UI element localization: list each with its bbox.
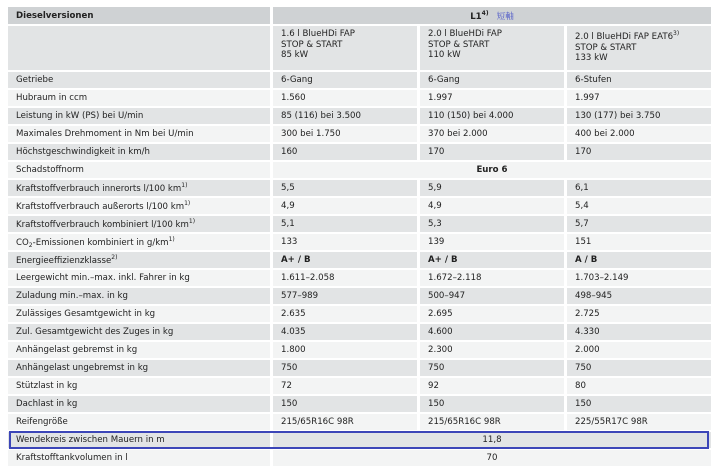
row-label [8,144,270,160]
row-value: 5,1 [270,216,417,232]
row-label [8,180,270,196]
row-value: 370 bei 2.000 [417,126,564,142]
row-label [8,126,270,142]
row-value: 1.560 [270,90,417,106]
table-row [8,144,711,160]
row-label-text: Kraftstofftankvolumen in l [16,453,128,463]
row-value: 215/65R16C 98R [417,414,564,430]
row-value: 225/55R17C 98R [564,414,711,430]
row-label-text: Höchstgeschwindigkeit in km/h [16,147,150,157]
table-row [8,306,711,322]
table-row [8,270,711,286]
group-header-l1 [270,7,711,24]
row-value: 110 (150) bei 4.000 [417,108,564,124]
table-row [8,396,711,412]
table-row [8,198,711,214]
row-value-merged: 11,8 [270,432,711,448]
row-label-text: Wendekreis zwischen Mauern in m [16,435,165,445]
row-label-text: Maximales Drehmoment in Nm bei U/min [16,129,194,139]
row-value: 5,9 [417,180,564,196]
row-label-text: Getriebe [16,75,54,85]
table-row [8,252,711,268]
row-value: 5,4 [564,198,711,214]
row-value-merged: 70 [270,450,711,466]
table-row [8,432,711,448]
row-label [8,108,270,124]
row-value: 150 [564,396,711,412]
engine-power: 85 kW [281,50,309,60]
row-value: 170 [417,144,564,160]
row-value: 1.703–2.149 [564,270,711,286]
row-value: 6-Stufen [564,72,711,88]
row-value: 85 (116) bei 3.500 [270,108,417,124]
row-value: 4.035 [270,324,417,340]
table-row [8,288,711,304]
row-footnote: 1) [168,235,175,243]
table-row [8,234,711,250]
row-label [8,90,270,106]
row-footnote: 2) [111,254,118,261]
row-label-text: Stützlast in kg [16,381,78,391]
engine-header-blank [8,26,270,70]
row-label [8,360,270,376]
spec-sheet [8,5,711,468]
row-label [8,288,270,304]
row-value: 80 [564,378,711,394]
row-value: 160 [270,144,417,160]
row-label-text: Leergewicht min.–max. inkl. Fahrer in kg [16,273,190,283]
row-value: A+ / B [417,252,564,268]
row-value: 577–989 [270,288,417,304]
row-label-part: CO [16,237,29,248]
row-label-text: Hubraum in ccm [16,93,88,103]
row-label [8,216,270,232]
row-value: 130 (177) bei 3.750 [564,108,711,124]
engine-column-2 [417,26,564,70]
row-label-text: Energieeffizienzklasse [16,256,112,266]
table-row [8,414,711,430]
row-label [8,252,270,268]
row-label-text: Zuladung min.–max. in kg [16,291,128,301]
engine-power: 133 kW [575,53,608,63]
row-footnote: 1) [184,200,191,207]
row-value: 300 bei 1.750 [270,126,417,142]
row-label-text: Kraftstoffverbrauch außerorts l/100 km [16,202,185,212]
row-value: 150 [417,396,564,412]
engine-column-1 [270,26,417,70]
engine-name: 1.6 l BlueHDi FAP [281,29,355,39]
row-label [8,378,270,394]
row-value: 2.695 [417,306,564,322]
row-footnote: 1) [181,182,188,189]
table-row [8,450,711,466]
row-label-text: Anhängelast ungebremst in kg [16,363,149,373]
row-label-text: Schadstoffnorm [16,165,84,175]
engine-column-3 [564,26,711,70]
row-value: 6,1 [564,180,711,196]
engine-name: 2.0 l BlueHDi FAP [428,29,502,39]
row-value: A+ / B [270,252,417,268]
row-label-text: Kraftstoffverbrauch kombiniert l/100 km [16,220,189,230]
row-value: 2.635 [270,306,417,322]
row-value: 72 [270,378,417,394]
row-label [8,234,270,250]
row-value: 500–947 [417,288,564,304]
row-label [8,306,270,322]
table-row [8,72,711,88]
row-value: 151 [564,234,711,250]
row-value: 6-Gang [270,72,417,88]
row-label [8,450,270,466]
row-label-text: Dachlast in kg [16,399,78,409]
row-value: 1.997 [417,90,564,106]
table-row [8,180,711,196]
row-value: 1.997 [564,90,711,106]
row-label-text: Zul. Gesamtgewicht des Zuges in kg [16,327,174,337]
row-value: 750 [417,360,564,376]
table-row [8,216,711,232]
row-value: 4.330 [564,324,711,340]
row-value: 6-Gang [417,72,564,88]
row-value: 750 [270,360,417,376]
row-value: 2.300 [417,342,564,358]
table-row [8,324,711,340]
row-value: 5,5 [270,180,417,196]
row-value: 92 [417,378,564,394]
group-annotation: 短軸 [496,11,514,22]
row-value: 5,3 [417,216,564,232]
row-label [8,414,270,430]
row-value: 400 bei 2.000 [564,126,711,142]
row-value: 1.611–2.058 [270,270,417,286]
engine-footnote: 3) [673,30,680,37]
engine-feature: STOP & START [575,42,637,53]
row-label [8,198,270,214]
group-footnote: 4) [481,9,489,17]
engine-name-text: 2.0 l BlueHDi FAP EAT6 [575,32,674,42]
row-label-text: Leistung in kW (PS) bei U/min [16,111,144,121]
row-value: 2.000 [564,342,711,358]
row-label [8,342,270,358]
engine-header-row [8,26,711,70]
row-value: 5,7 [564,216,711,232]
table-title: Dieselversionen [8,7,270,24]
table-row [8,108,711,124]
row-label [8,324,270,340]
row-value: 1.672–2.118 [417,270,564,286]
row-label-part: 2 [28,241,33,249]
row-footnote: 1) [188,218,196,225]
row-label-part: -Emissionen kombiniert in g/km [32,237,169,248]
table-row [8,90,711,106]
engine-feature: STOP & START [281,39,343,50]
table-row [8,126,711,142]
table-row [8,342,711,358]
row-value: 139 [417,234,564,250]
table-row [8,378,711,394]
row-label [8,72,270,88]
engine-feature: STOP & START [428,39,490,50]
row-label-text: Reifengröße [16,417,68,427]
row-value: 4,9 [270,198,417,214]
row-value: 215/65R16C 98R [270,414,417,430]
diesel-spec-table [8,5,711,468]
row-value: 170 [564,144,711,160]
row-label [8,432,270,448]
row-label [8,396,270,412]
row-label [8,270,270,286]
row-value: 150 [270,396,417,412]
row-value: 498–945 [564,288,711,304]
row-label-text: Zulässiges Gesamtgewicht in kg [16,309,156,319]
row-value: 2.725 [564,306,711,322]
row-value: 4.600 [417,324,564,340]
table-header-row [8,7,711,24]
row-value: 4,9 [417,198,564,214]
row-value-merged: Euro 6 [270,162,711,178]
table-row [8,162,711,178]
row-value: 133 [270,234,417,250]
engine-name [575,29,711,43]
row-label-text: Anhängelast gebremst in kg [16,345,138,355]
row-label [8,162,270,178]
row-label-text: Kraftstoffverbrauch innerorts l/100 km [16,184,182,194]
row-value: 1.800 [270,342,417,358]
row-value: A / B [564,252,711,268]
row-value: 750 [564,360,711,376]
engine-power: 110 kW [428,50,461,60]
table-row [8,360,711,376]
group-label: L1 [470,11,482,22]
